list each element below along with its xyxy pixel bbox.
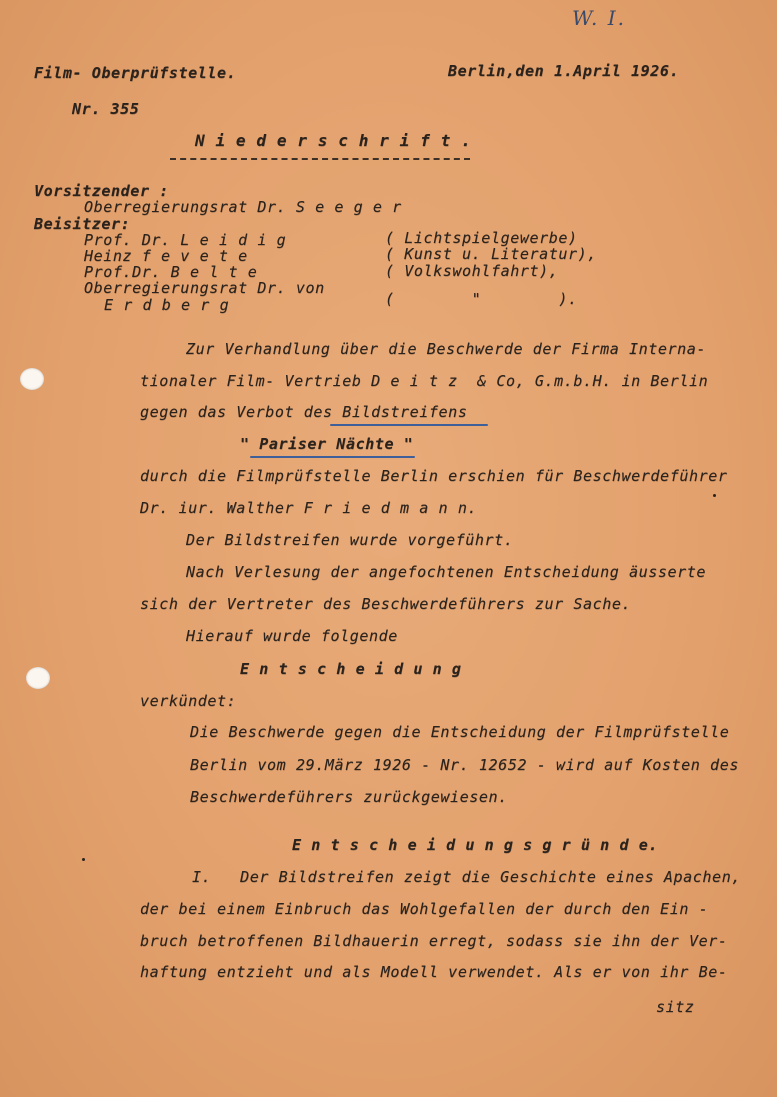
reason-line: bruch betroffenen Bildhauerin erregt, sodass sie ihn der Ver- [140, 932, 728, 950]
assessor-field: ( Kunst u. Literatur), [385, 245, 597, 263]
decision-heading: E n t s c h e i d u n g [240, 660, 462, 678]
assessor-name: E r d b e r g [104, 296, 230, 314]
assessor-field: ( " ). [385, 290, 578, 308]
assessor-field: ( Volkswohlfahrt), [385, 262, 559, 280]
title-underline [170, 158, 470, 160]
assessor-name: Oberregierungsrat Dr. von [84, 279, 325, 297]
decision-line: Die Beschwerde gegen die Entscheidung der Filmprüfstelle [190, 723, 730, 741]
reasons-heading: E n t s c h e i d u n g s g r ü n d e. [292, 836, 658, 854]
punch-hole-top [20, 368, 44, 390]
assessor-name: Heinz f e v e t e [84, 247, 248, 265]
body-line: durch die Filmprüfstelle Berlin erschien für Beschwerdeführer [140, 467, 728, 485]
body-line: Der Bildstreifen wurde vorgeführt. [186, 531, 514, 549]
continuation-word: sitz [656, 998, 695, 1016]
reason-line: I. Der Bildstreifen zeigt die Geschichte eines Apachen, [192, 868, 741, 886]
body-line: Zur Verhandlung über die Beschwerde der Firma Interna- [186, 340, 707, 358]
assessors-label: Beisitzer: [34, 215, 131, 233]
ink-dot [82, 858, 85, 861]
assessor-name: Prof. Dr. L e i d i g [84, 231, 287, 249]
body-line: Dr. iur. Walther F r i e d m a n n. [140, 499, 478, 517]
ink-dot [713, 494, 716, 497]
blue-underline [250, 456, 415, 458]
handwritten-mark: W. I. [572, 6, 627, 30]
decision-line: Beschwerdeführers zurückgewiesen. [190, 788, 508, 806]
chair-name: Oberregierungsrat Dr. S e e g e r [84, 198, 402, 216]
assessor-field: ( Lichtspielgewerbe) [385, 229, 578, 247]
film-title: " Pariser Nächte " [240, 435, 414, 453]
document-title: N i e d e r s c h r i f t . [195, 131, 472, 150]
reason-line: der bei einem Einbruch das Wohlgefallen der durch den Ein - [140, 900, 709, 918]
place-date: Berlin,den 1.April 1926. [448, 62, 680, 80]
assessor-name: Prof.Dr. B e l t e [84, 263, 258, 281]
chair-label: Vorsitzender : [34, 182, 169, 200]
body-line: Nach Verlesung der angefochtenen Entscheidung äusserte [186, 563, 707, 581]
body-line: gegen das Verbot des Bildstreifens [140, 403, 468, 421]
punch-hole-bottom [26, 667, 50, 689]
body-line: verkündet: [140, 692, 237, 710]
decision-line: Berlin vom 29.März 1926 - Nr. 12652 - wird auf Kosten des [190, 756, 739, 774]
document-number: Nr. 355 [72, 100, 140, 118]
blue-underline [330, 424, 488, 426]
body-line: Hierauf wurde folgende [186, 627, 398, 645]
body-line: sich der Vertreter des Beschwerdeführers zur Sache. [140, 595, 632, 613]
issuing-authority: Film- Oberprüfstelle. [34, 64, 237, 82]
reason-line: haftung entzieht und als Modell verwendet. Als er von ihr Be- [140, 963, 728, 981]
body-line: tionaler Film- Vertrieb D e i t z & Co, G.m.b.H. in Berlin [140, 372, 709, 390]
